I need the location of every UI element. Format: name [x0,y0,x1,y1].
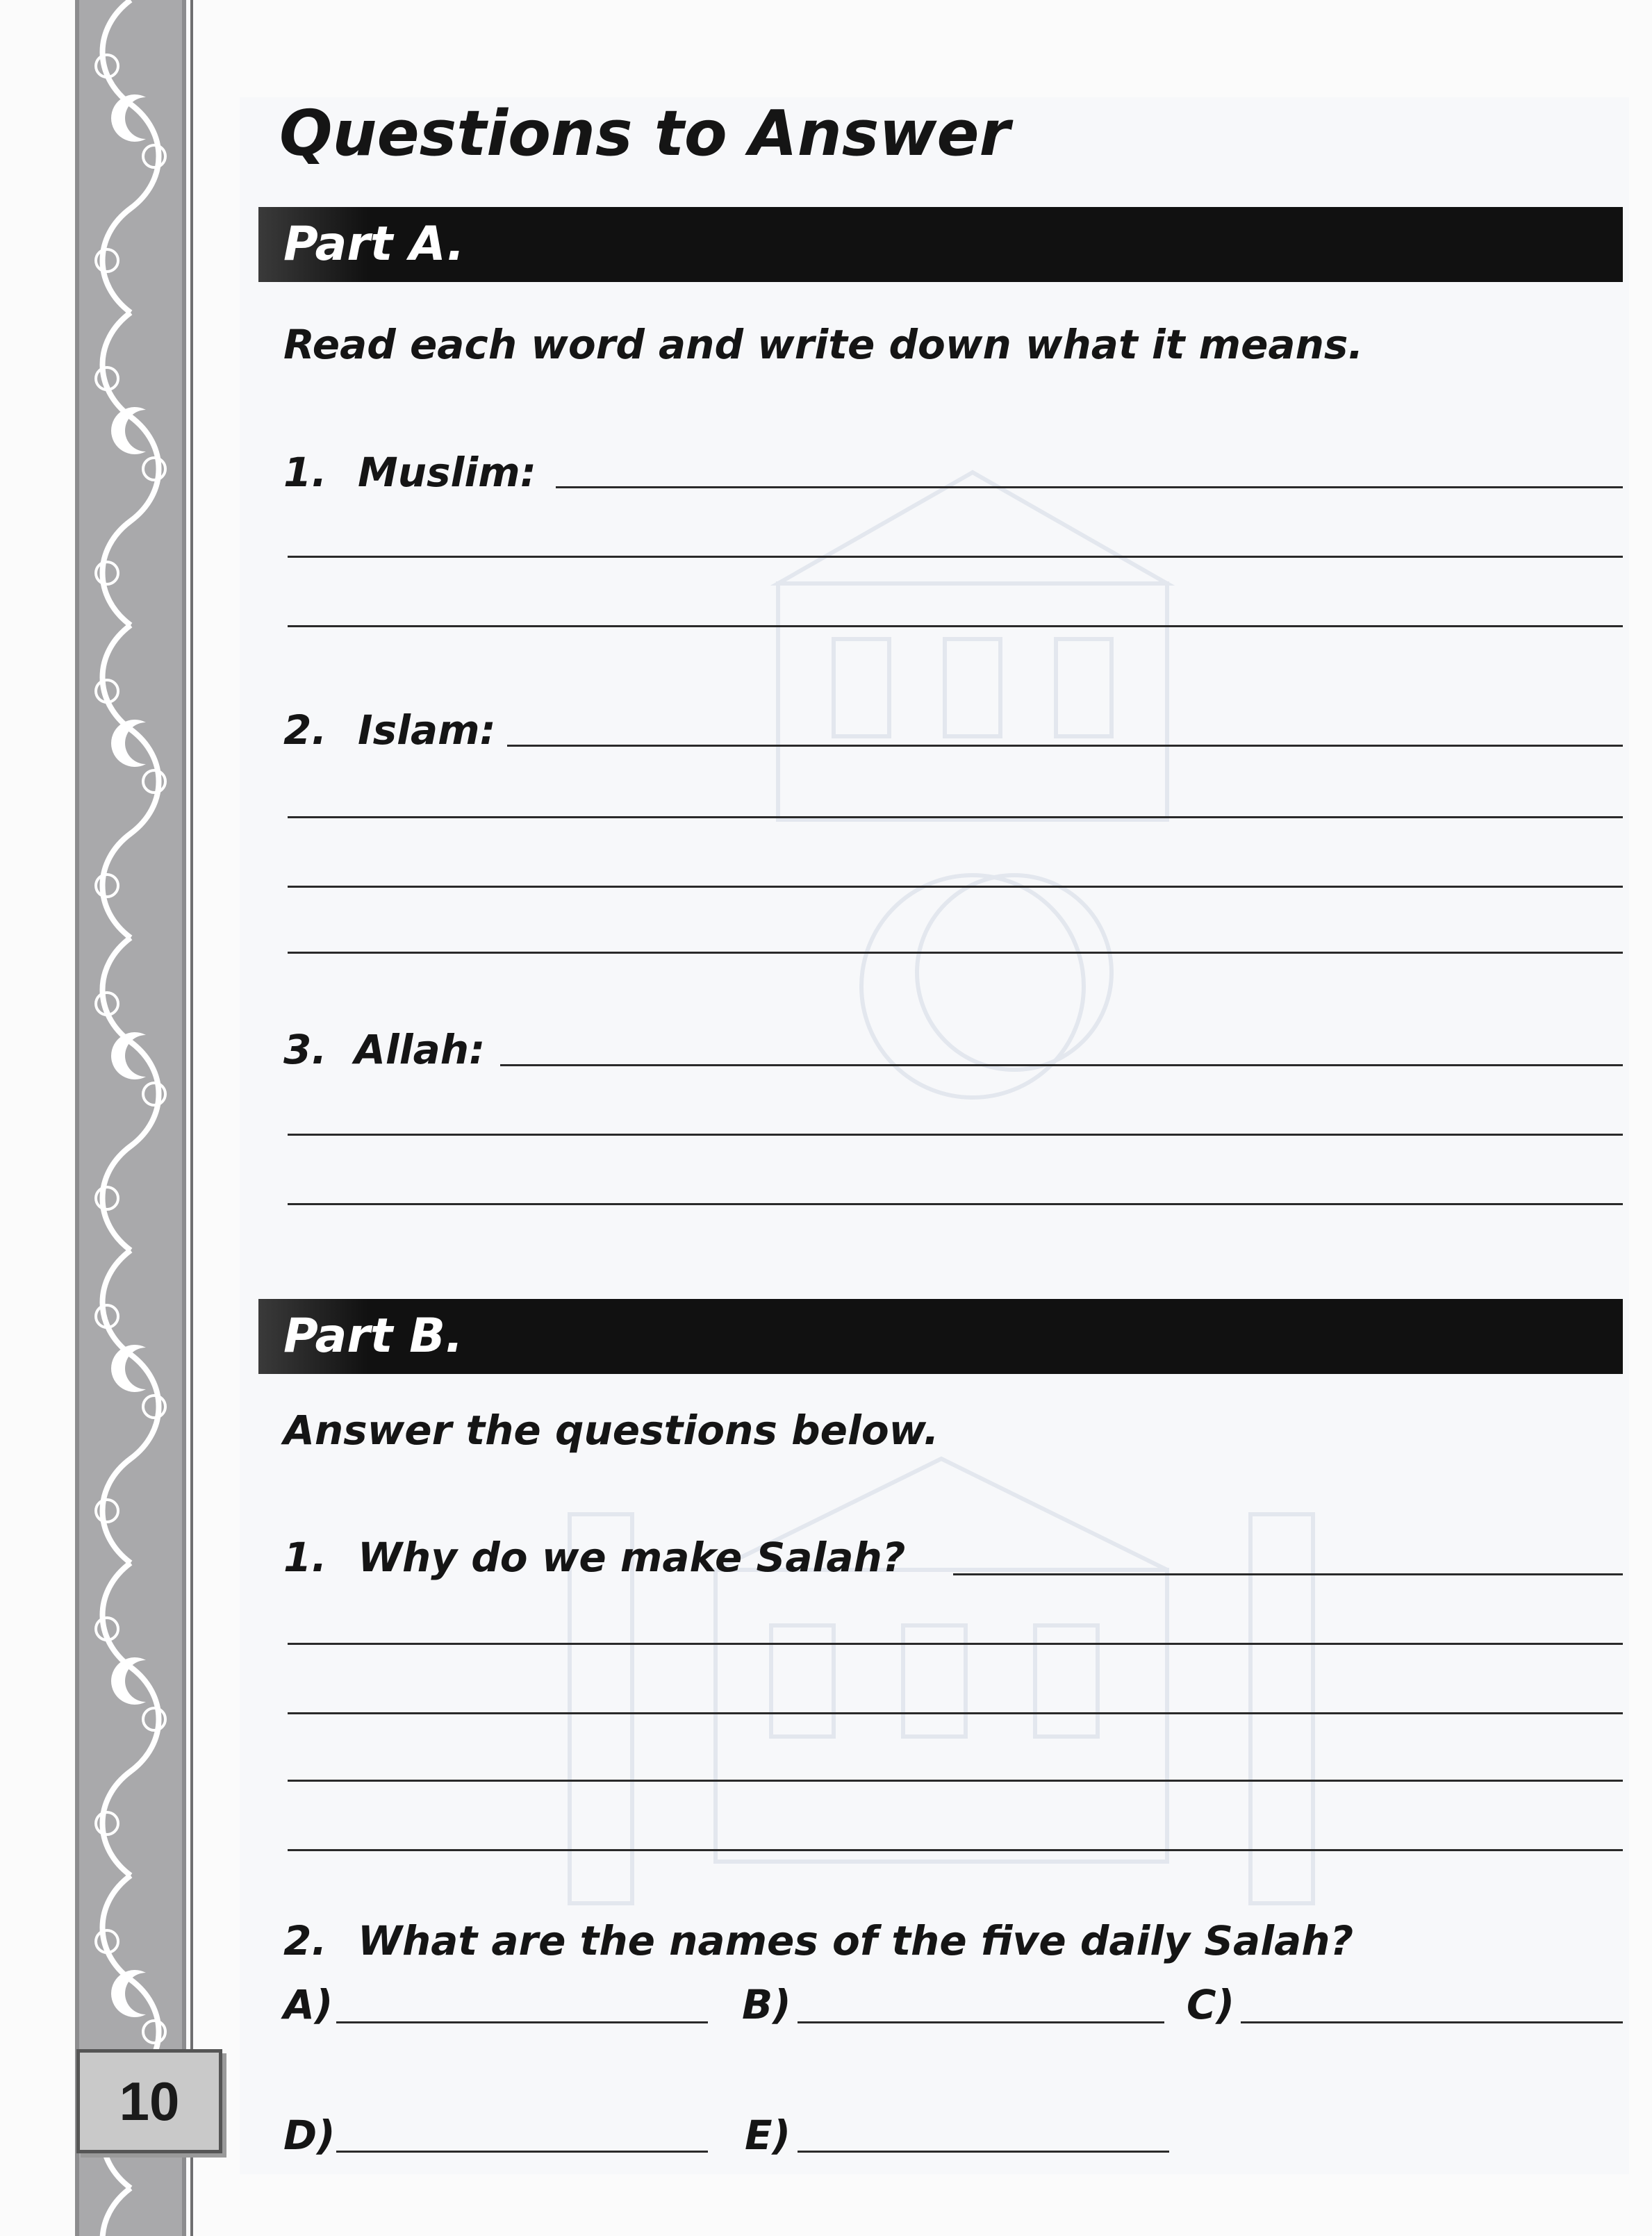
option-c-label: C) [1187,1981,1235,2028]
answer-line[interactable] [288,952,1623,954]
page-title: Questions to Answer [279,97,1010,170]
part-a-item-3-number: 3. [283,1026,327,1073]
mosque-watermark-icon-lower [542,1431,1341,1987]
option-d-line[interactable] [336,2151,708,2153]
option-e-line[interactable] [798,2151,1169,2153]
answer-line[interactable] [556,486,1623,488]
part-b-q2-number: 2. [283,1917,327,1964]
decorative-border [75,0,186,2236]
answer-line[interactable] [288,886,1623,888]
option-d-label: D) [283,2112,336,2159]
answer-line[interactable] [288,1203,1623,1205]
answer-line[interactable] [288,1643,1623,1645]
part-a-item-2-label: Islam: [358,706,496,754]
part-a-header [258,207,1623,282]
part-a-item-1-label: Muslim: [358,449,536,496]
option-a-line[interactable] [336,2021,708,2023]
part-a-item-1-number: 1. [283,449,327,496]
option-e-label: E) [745,2112,791,2159]
mosque-watermark-icon [625,431,1320,1160]
answer-line[interactable] [288,816,1623,818]
part-a-item-3-label: Allah: [354,1026,486,1073]
crescent-scroll-border-ornament-icon [79,0,182,2236]
answer-line[interactable] [288,556,1623,558]
part-b-instruction: Answer the questions below. [283,1407,939,1454]
answer-line[interactable] [288,1849,1623,1851]
part-a-instruction: Read each word and write down what it means. [283,321,1364,368]
answer-line[interactable] [500,1064,1623,1066]
part-b-q1-number: 1. [283,1534,327,1581]
part-b-q2-text: What are the names of the five daily Salah? [358,1917,1354,1964]
part-b-heading: Part B. [283,1309,463,1364]
answer-line[interactable] [288,1134,1623,1136]
answer-line[interactable] [288,1712,1623,1714]
answer-line[interactable] [288,625,1623,627]
answer-line[interactable] [953,1573,1623,1575]
option-b-line[interactable] [798,2021,1164,2023]
part-b-q1-text: Why do we make Salah? [358,1534,906,1581]
page-number: 10 [76,2049,222,2153]
part-b-header [258,1299,1623,1374]
part-a-item-2-number: 2. [283,706,327,754]
answer-line[interactable] [288,1780,1623,1782]
border-inner-line [190,0,193,2236]
answer-line[interactable] [507,745,1623,747]
part-a-heading: Part A. [283,217,465,272]
option-a-label: A) [283,1981,333,2028]
option-b-label: B) [742,1981,791,2028]
option-c-line[interactable] [1241,2021,1623,2023]
